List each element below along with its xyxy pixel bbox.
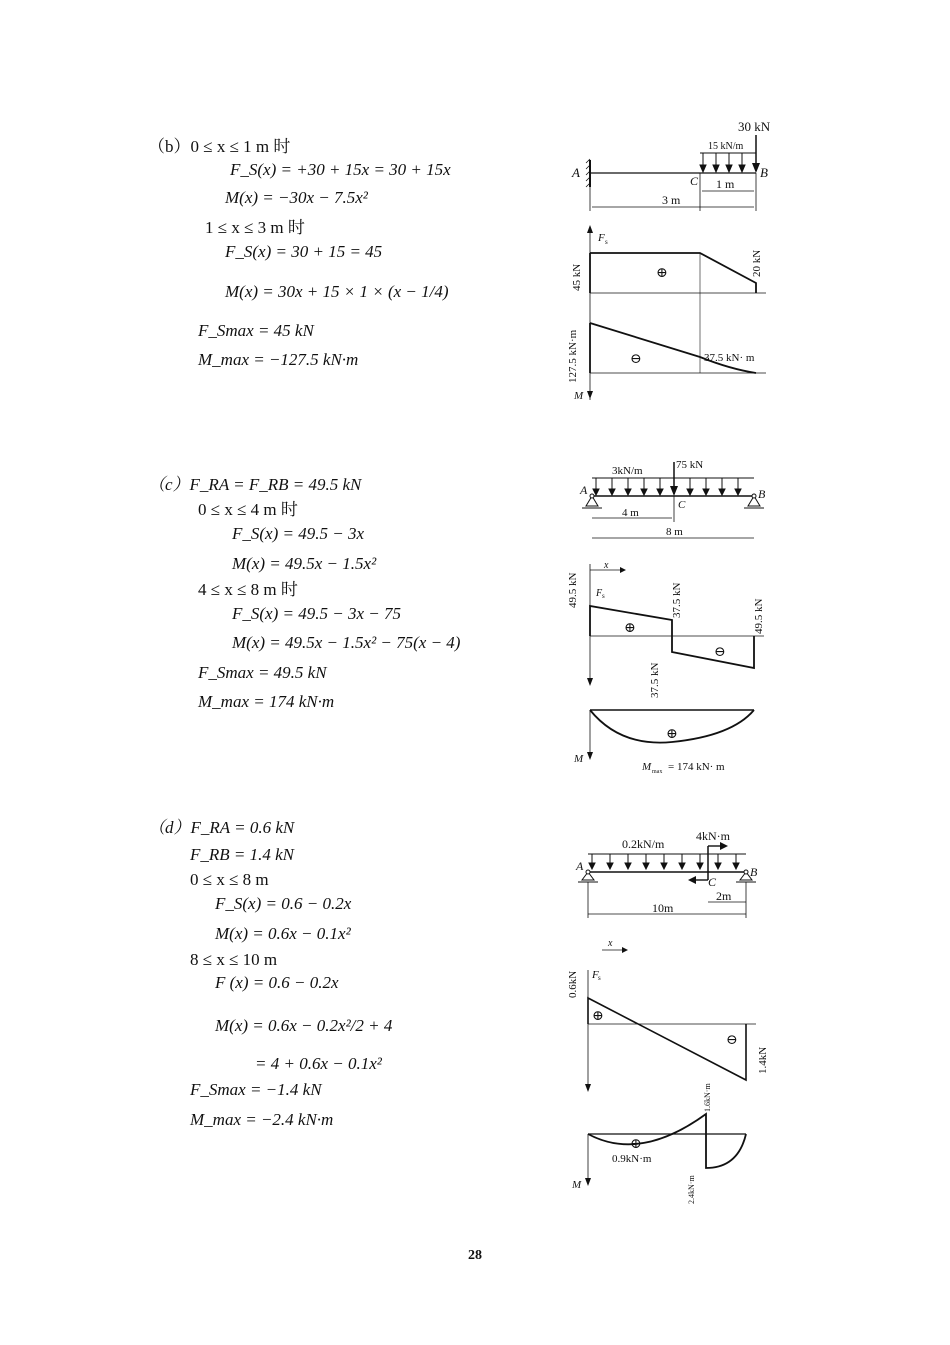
d-m-eq2: M(x) = 0.6x − 0.2x²/2 + 4	[215, 1016, 393, 1035]
c-heading: （c）F_RA = F_RB = 49.5 kN	[148, 475, 362, 494]
d-couple: 4kN·m	[696, 829, 730, 843]
d-fs-minus: ⊖	[726, 1033, 738, 1048]
d-m-top: 1.6kN·m	[703, 1083, 712, 1112]
d-fsmax: F_Smax = −1.4 kN	[190, 1080, 322, 1099]
b-figure	[560, 115, 790, 405]
b-m-left: 127.5 kN·m	[567, 329, 579, 383]
b-pt-c: C	[690, 174, 699, 188]
c-dim-total: 8 m	[666, 526, 683, 538]
c-fs-mid-bot: 37.5 kN	[649, 662, 661, 698]
b-heading: （b）0 ≤ x ≤ 1 m 时	[148, 137, 291, 156]
b-load-point: 30 kN	[738, 119, 771, 134]
b-pt-b: B	[760, 165, 768, 180]
d-pt-a: A	[576, 859, 584, 873]
c-fs-eq2: F_S(x) = 49.5 − 3x − 75	[232, 604, 401, 623]
d-range1: 0 ≤ x ≤ 8 m	[190, 870, 269, 889]
d-fs-right: 1.4kN	[757, 1046, 769, 1074]
c-range2: 4 ≤ x ≤ 8 m 时	[198, 580, 298, 599]
b-m-eq2: M(x) = 30x + 15 × 1 × (x − 1/4)	[225, 282, 449, 301]
c-figure	[560, 452, 790, 782]
c-mmax: M_max = 174 kN·m	[198, 692, 335, 711]
b-dim-total: 3 m	[662, 193, 681, 207]
d-fs-eq1: F_S(x) = 0.6 − 0.2x	[215, 894, 352, 913]
d-figure	[560, 822, 790, 1212]
c-dim-small: 4 m	[622, 507, 639, 519]
c-pt-c: C	[678, 499, 686, 511]
b-fs-plus: ⊕	[656, 266, 668, 281]
b-m-minus: ⊖	[630, 352, 642, 367]
d-fs-sub: s	[598, 974, 601, 982]
d-fs-label: F	[592, 969, 599, 981]
c-load-dist: 3kN/m	[612, 465, 643, 477]
c-fsmax: F_Smax = 49.5 kN	[198, 663, 327, 682]
c-load-point: 75 kN	[676, 459, 704, 471]
d-mmax: M_max = −2.4 kN·m	[190, 1110, 334, 1129]
c-m-eq2: M(x) = 49.5x − 1.5x² − 75(x − 4)	[232, 633, 461, 652]
c-fs-label: F	[596, 588, 603, 599]
d-fs-eq2: F (x) = 0.6 − 0.2x	[215, 973, 339, 992]
b-m-label: M	[574, 390, 584, 402]
d-range2: 8 ≤ x ≤ 10 m	[190, 950, 278, 969]
d-fs-left: 0.6kN	[567, 970, 579, 998]
b-fs-label: F	[598, 232, 605, 244]
b-fs-eq2: F_S(x) = 30 + 15 = 45	[225, 242, 383, 261]
c-m-plus: ⊕	[666, 727, 678, 742]
c-fs-eq1: F_S(x) = 49.5 − 3x	[232, 524, 364, 543]
b-m-mid: 37.5 kN· m	[704, 352, 755, 364]
d-m-plus: ⊕	[630, 1137, 642, 1152]
c-fs-minus: ⊖	[714, 645, 726, 660]
c-mmax-label: M	[642, 761, 652, 773]
b-pt-a: A	[572, 165, 580, 180]
c-mmax-sub: max	[652, 769, 663, 775]
d-m-eq3: = 4 + 0.6x − 0.1x²	[255, 1054, 382, 1073]
c-fs-mid-top: 37.5 kN	[671, 582, 683, 618]
d-x-label: x	[608, 938, 613, 949]
c-pt-b: B	[758, 487, 766, 501]
d-dim-small: 2m	[716, 889, 732, 903]
d-m-bot: 2.4kN·m	[687, 1175, 696, 1204]
b-m-eq1: M(x) = −30x − 7.5x²	[225, 188, 368, 207]
d-pt-b: B	[750, 865, 758, 879]
b-load-dist: 15 kN/m	[708, 141, 744, 152]
d-dim-total: 10m	[652, 901, 674, 915]
b-fs-eq1: F_S(x) = +30 + 15x = 30 + 15x	[230, 160, 451, 179]
c-fs-left: 49.5 kN	[567, 572, 579, 608]
c-fs-plus: ⊕	[624, 621, 636, 636]
c-fs-sub: s	[602, 592, 605, 600]
d-m-mid: 0.9kN·m	[612, 1153, 652, 1165]
d-load-dist: 0.2kN/m	[622, 837, 665, 851]
b-mmax: M_max = −127.5 kN·m	[198, 350, 359, 369]
c-fs-right: 49.5 kN	[753, 598, 765, 634]
page-number: 28	[468, 1248, 482, 1263]
d-fs-plus: ⊕	[592, 1009, 604, 1024]
c-m-eq1: M(x) = 49.5x − 1.5x²	[232, 554, 377, 573]
b-fs-right: 20 kN	[751, 249, 763, 277]
b-fs-sub: s	[605, 238, 608, 246]
d-pt-c: C	[708, 875, 717, 889]
b-fsmax: F_Smax = 45 kN	[198, 321, 314, 340]
b-range2: 1 ≤ x ≤ 3 m 时	[205, 218, 305, 237]
c-mmax-value: = 174 kN· m	[668, 761, 725, 773]
b-fs-left: 45 kN	[571, 263, 583, 291]
d-m-label: M	[572, 1179, 582, 1191]
b-dim-small: 1 m	[716, 177, 735, 191]
d-m-eq1: M(x) = 0.6x − 0.1x²	[215, 924, 351, 943]
c-pt-a: A	[580, 483, 588, 497]
d-heading: （d）F_RA = 0.6 kN	[148, 818, 295, 837]
d-frb: F_RB = 1.4 kN	[190, 845, 295, 864]
c-m-label: M	[574, 753, 584, 765]
c-x-label: x	[604, 560, 609, 571]
c-range1: 0 ≤ x ≤ 4 m 时	[198, 500, 298, 519]
